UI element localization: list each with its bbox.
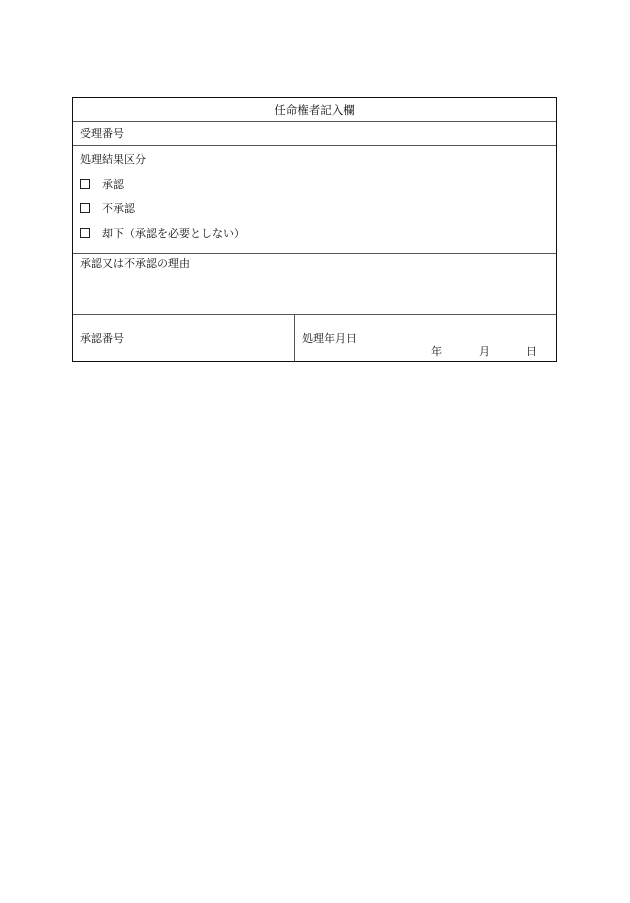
approval-number-cell[interactable] <box>73 315 295 361</box>
checkbox-rejection[interactable] <box>80 228 90 238</box>
receipt-number-label: 受理番号 <box>80 127 124 140</box>
approval-number-label: 承認番号 <box>80 332 124 345</box>
date-year-unit: 年 <box>431 345 442 358</box>
processing-result-label: 処理結果区分 <box>80 153 146 166</box>
bottom-row <box>73 315 556 361</box>
option-approval[interactable] <box>80 178 124 192</box>
processing-date-label: 処理年月日 <box>302 332 357 345</box>
processing-result-section <box>73 146 556 254</box>
option-approval-label: 承認 <box>102 178 124 191</box>
processing-date-cell[interactable] <box>295 315 556 361</box>
option-disapproval-label: 不承認 <box>102 202 135 215</box>
form-title-row <box>73 98 556 122</box>
reason-label: 承認又は不承認の理由 <box>80 257 190 270</box>
date-day-unit: 日 <box>526 345 537 358</box>
checkbox-approval[interactable] <box>80 179 90 189</box>
checkbox-disapproval[interactable] <box>80 203 90 213</box>
receipt-number-row[interactable] <box>73 122 556 146</box>
form-title: 任命権者記入欄 <box>274 103 355 117</box>
option-rejection-label: 却下（承認を必要としない） <box>102 227 245 240</box>
reason-row[interactable] <box>73 254 556 315</box>
date-month-unit: 月 <box>479 345 490 358</box>
option-disapproval[interactable] <box>80 202 135 216</box>
option-rejection[interactable] <box>80 227 245 241</box>
appointing-authority-form <box>72 97 557 362</box>
